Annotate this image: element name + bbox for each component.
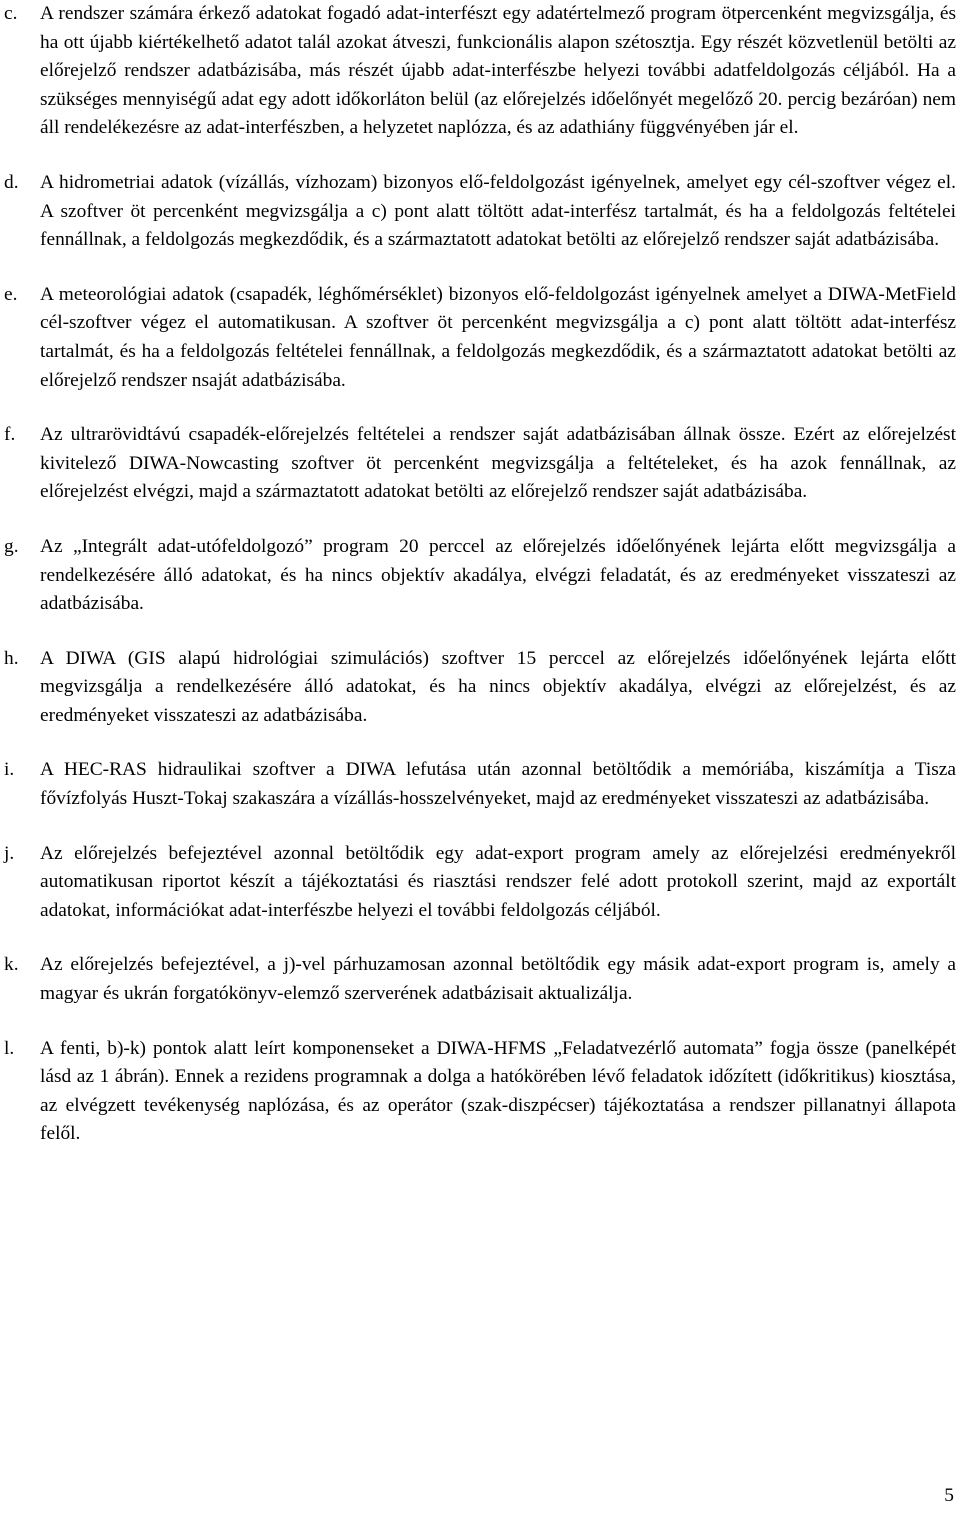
list-item-d [4,169,956,255]
list-item-h [4,645,956,731]
item-label: l. [4,1037,15,1059]
item-text: A rendszer számára érkező adatokat fogadó adat-interfészt egy adatértelmező program ötpercenként megvizsgálja, és ha ott újabb kiértékelhető adatot talál azokat átveszi, funkcionális alapon szétosztja. Egy részét közvetlenül betölti az előrejelző rendszer adatbázisába, más részét újabb adat-interfészbe helyezi további adatfeldolgozás céljából. Ha a szükséges mennyiségű adat egy adott időkorláton belül (az előrejelzés időelőnyét megelőző 20. percig bezáróan) nem áll rendelékezésre az adat-interfészben, a helyzetet naplózza, és az adathiány függvényében jár el. [40,3,956,139]
item-text: A hidrometriai adatok (vízállás, vízhozam) bizonyos elő-feldolgozást igényelnek, amelyet egy cél-szoftver végez el. A szoftver öt percenként megvizsgálja a c) pont alatt töltött adat-interfész tartalmát, és ha a feldolgozás feltételei fennállnak, a feldolgozás megkezdődik, és a származtatott adatokat betölti az előrejelző rendszer saját adatbázisába. [40,171,956,251]
list-item-g [4,533,956,619]
item-text: Az előrejelzés befejeztével, a j)-vel párhuzamosan azonnal betöltődik egy másik adat-export program is, amely a magyar és ukrán forgatókönyv-elemző szerverének adatbázisait aktualizálja. [40,954,956,1005]
item-label: i. [4,759,15,781]
item-label: f. [4,424,16,446]
item-text: Az „Integrált adat-utófeldolgozó” program 20 perccel az előrejelzés időelőnyének lejárta előtt megvizsgálja a rendelkezésére álló adatokat, és ha nincs objektív akadálya, elvégzi feladatát, és az eredményeket visszateszi az adatbázisába. [40,535,956,615]
list-item-i [4,756,956,813]
list-item-k [4,951,956,1008]
item-label: g. [4,535,19,557]
list-item-f [4,421,956,507]
item-label: e. [4,283,18,305]
item-text: A fenti, b)-k) pontok alatt leírt komponenseket a DIWA-HFMS „Feladatvezérlő automata” fogja össze (panelképét lásd az 1 ábrán). Ennek a rezidens programnak a dolga a hatókörében lévő feladatok időzített (időkritikus) kiosztása, az elvégzett tevékenység naplózása, és az operátor (szak-diszpécser) tájékoztatása a rendszer pillanatnyi állapota felől. [40,1037,956,1145]
item-text: Az előrejelzés befejeztével azonnal betöltődik egy adat-export program amely az előrejelzési eredményekről automatikusan riportot készít a tájékoztatási és riasztási rendszer felé adott protokoll szerint, majd az exportált adatokat, információkat adat-interfészbe helyezi el további feldolgozás céljából. [40,842,956,921]
list-item-c [4,0,956,143]
list-item-j [4,840,956,926]
item-label: h. [4,647,19,669]
item-text: A DIWA (GIS alapú hidrológiai szimulációs) szoftver 15 perccel az előrejelzés időelőnyének lejárta előtt megvizsgálja a rendelkezésére álló adatokat, és ha nincs objektív akadálya, elvégzi az előrejelzést, és az eredményeket visszateszi az adatbázisába. [40,647,956,726]
item-text: A meteorológiai adatok (csapadék, léghőmérséklet) bizonyos elő-feldolgozást igényelnek amelyet a DIWA-MetField cél-szoftver végez el automatikusan. A szoftver öt percenként megvizsgálja a c) pont alatt töltött adat-interfész tartalmát, és ha a feldolgozás feltételei fennállnak, a feldolgozás megkezdődik, és a származtatott adatokat betölti az előrejelző rendszer nsaját adatbázisába. [40,283,956,391]
item-text: A HEC-RAS hidraulikai szoftver a DIWA lefutása után azonnal betöltődik a memóriába, kiszámítja a Tisza fővízfolyás Huszt-Tokaj szakaszára a vízállás-hosszelvényeket, majd az eredményeket visszateszi az adatbázisába. [40,759,956,810]
list-item-e [4,281,956,395]
item-label: k. [4,954,19,976]
procedure-list [4,0,956,1175]
item-text: Az ultrarövidtávú csapadék-előrejelzés feltételei a rendszer saját adatbázisában állnak össze. Ezért az előrejelzést kivitelező DIWA-Nowcasting szoftver öt percenként megvizsgálja a feltételeket, és ha azok fennállnak, az előrejelzést elvégzi, majd a származtatott adatokat betölti az előrejelző rendszer saját adatbázisába. [40,424,956,503]
item-label: d. [4,171,19,193]
item-label: j. [4,842,15,864]
item-label: c. [4,3,18,24]
page-number: 5 [944,1485,954,1506]
list-item-l [4,1035,956,1149]
